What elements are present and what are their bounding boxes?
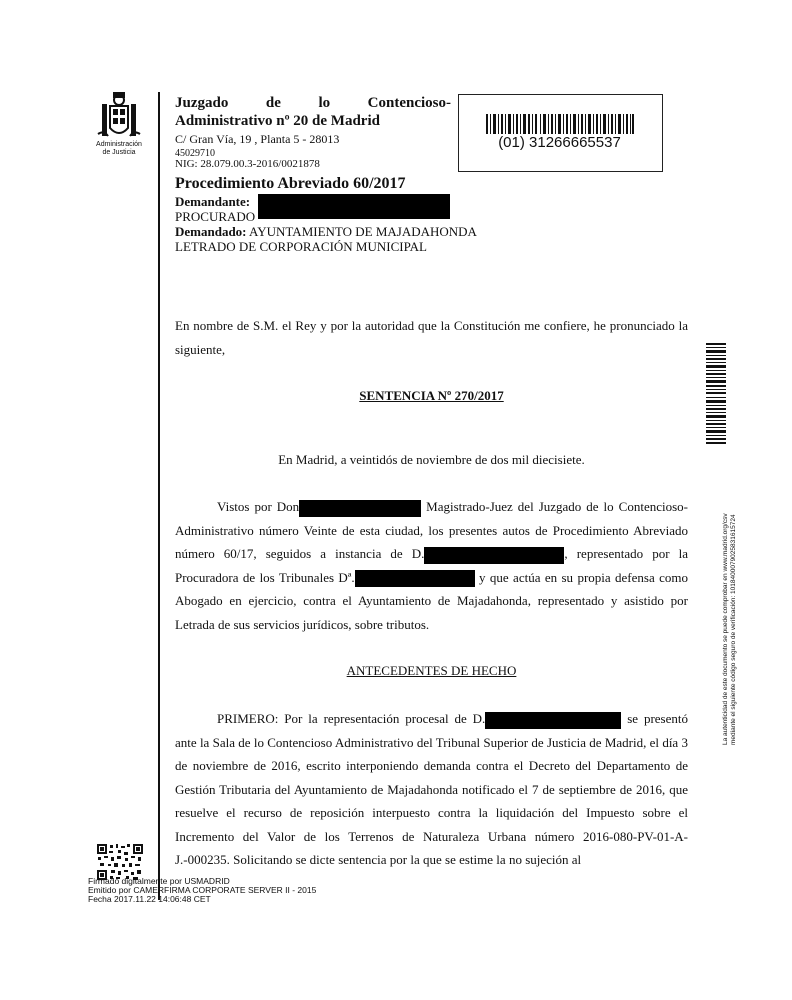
crest-label-line2: de Justicia <box>102 149 136 156</box>
demandante-line <box>175 194 250 210</box>
demandado-value: AYUNTAMIENTO DE MAJADAHONDA <box>246 224 477 239</box>
court-name-line2: Administrativo nº 20 de Madrid <box>175 113 380 129</box>
redaction-magistrate <box>299 500 421 517</box>
signature-line3: Fecha 2017.11.22 14:06:48 CET <box>88 894 211 904</box>
verification-line2: mediante el siguiente código seguro de verificación: 1018400079025831615724 <box>730 514 737 745</box>
court-code: 45029710 <box>175 148 215 159</box>
barcode-number: (01) 31266665537 <box>498 134 621 151</box>
intro-paragraph: En nombre de S.M. el Rey y por la autoridad que la Constitución me confiere, he pronunciado la siguiente, <box>175 318 688 357</box>
redaction-block <box>258 194 450 219</box>
primero-part1: PRIMERO: Por la representación procesal de D. <box>217 711 486 726</box>
margin-rule <box>158 92 160 900</box>
vistos-part2: Magistrado-Juez del Juzgado de lo Contencioso-Administrativo número Veinte de esta ciudad, los presentes autos de Procedimiento Abreviado número 60/17, seguidos a instancia de D. <box>175 499 688 561</box>
antecedentes-title-text: ANTECEDENTES DE HECHO <box>346 663 517 678</box>
procurador-label: PROCURADO <box>175 209 256 224</box>
vertical-barcode-icon <box>706 343 726 444</box>
crest-label-line1: Administración <box>96 141 142 148</box>
demandado-label: Demandado: <box>175 224 247 239</box>
antecedentes-title <box>175 663 688 679</box>
signature-line2: Emitido por CAMERFIRMA CORPORATE SERVER II - 2015 <box>88 885 317 895</box>
vistos-paragraph <box>175 495 688 636</box>
procurador-line <box>175 209 255 225</box>
nig-number: NIG: 28.079.00.3-2016/0021878 <box>175 158 320 170</box>
vistos-part1: Vistos por Don <box>217 499 300 514</box>
date-line: En Madrid, a veintidós de noviembre de dos mil diecisiete. <box>278 452 585 467</box>
letrado-line: LETRADO DE CORPORACIÓN MUNICIPAL <box>175 239 427 254</box>
sentencia-title <box>175 388 688 404</box>
court-address: C/ Gran Vía, 19 , Planta 5 - 28013 <box>175 132 340 146</box>
vistos-part4: y que actúa en su propia defensa como Abogado en ejercicio, contra el Ayuntamiento de Majadahonda, representado y asistido por Letrada de sus servicios jurídicos, sobre tributos. <box>175 569 688 632</box>
sentencia-title-text: SENTENCIA Nº 270/2017 <box>359 388 504 403</box>
primero-part2: se presentó ante la Sala de lo Contencioso Administrativo del Tribunal Superior de Justicia de Madrid, el día 3 de noviembre de 2016, escrito interponiendo demanda contra el Decreto del Departamento de Gestión Tributaria del Ayuntamiento de Majadahonda notificado el 7 de septiembre de 2016, que resuelve el recurso de reposición interpuesto contra la liquidación del Impuesto sobre el Incremento del Valor de los Terrenos de Naturaleza Urbana número 2016-080-PV-01-A-J.-000235. Solicitando se dicte sentencia por la que se estime la no sujeción al <box>175 711 688 867</box>
signature-line1: Firmado digitalmente por USMADRID <box>88 876 230 886</box>
crest-label <box>86 141 152 157</box>
redaction-representative <box>485 712 621 729</box>
redaction-plaintiff <box>424 547 564 564</box>
demandante-label: Demandante: <box>175 194 251 209</box>
demandado-line <box>175 224 477 240</box>
court-name-line1: Juzgado de lo Contencioso- <box>175 95 451 111</box>
barcode-icon <box>486 114 634 134</box>
verification-side-text <box>722 455 738 745</box>
verification-line1: La autenticidad de este documento se puede comprobar en www.madrid.org/csv <box>722 513 729 745</box>
redaction-procuradora <box>355 570 475 587</box>
vistos-part3: , representado por la Procuradora de los Tribunales Dª. <box>175 546 688 585</box>
procedure-number: Procedimiento Abreviado 60/2017 <box>175 175 406 192</box>
primero-paragraph <box>175 707 688 872</box>
